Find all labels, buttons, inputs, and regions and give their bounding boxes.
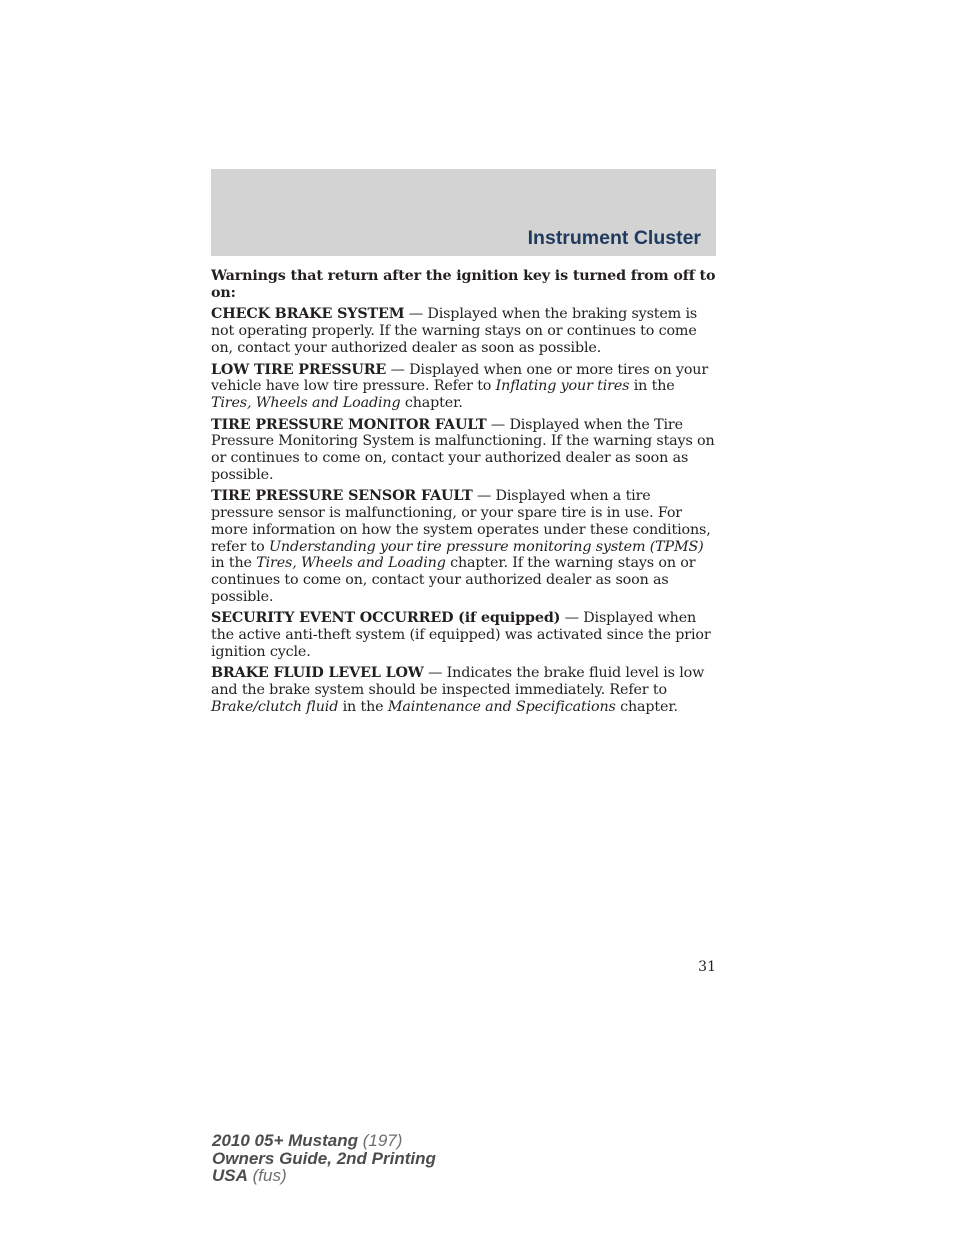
entry-text: chapter.: [400, 394, 463, 411]
cross-reference: Inflating your tires: [495, 378, 630, 395]
cross-reference: Understanding your tire pressure monitoring system (TPMS): [268, 538, 704, 555]
entry-text: — Displayed when the Tire Pressure Monitoring System is malfunctioning. If the warning stays on or continues to come on, contact your authorized dealer as soon as possible.: [211, 416, 715, 483]
entry-term: TIRE PRESSURE SENSOR FAULT: [211, 488, 473, 505]
entry-text: — Displayed when the active anti-theft system (if equipped) was activated since the prior ignition cycle.: [211, 610, 711, 660]
intro-heading: Warnings that return after the ignition key is turned from off to on:: [211, 268, 716, 301]
entry-text: chapter. If the warning stays on or continues to come on, contact your authorized dealer as soon as possible.: [211, 555, 696, 605]
footer-model: 2010 05+ Mustang: [212, 1131, 358, 1150]
entry-brake-fluid-level-low: [211, 665, 716, 715]
entry-term: TIRE PRESSURE MONITOR FAULT: [211, 416, 487, 433]
entry-text: chapter.: [615, 698, 678, 715]
entry-tire-pressure-monitor-fault: [211, 417, 716, 484]
footer-edition: Owners Guide, 2nd Printing: [212, 1148, 436, 1168]
section-title: Instrument Cluster: [527, 227, 701, 249]
entry-text: — Indicates the brake fluid level is low and the brake system should be inspected immediately. Refer to: [211, 665, 705, 699]
cross-reference: Brake/clutch fluid: [211, 698, 339, 715]
footer-line-edition: [212, 1150, 436, 1168]
entry-check-brake-system: [211, 306, 716, 356]
entry-low-tire-pressure: [211, 362, 716, 412]
footer-market: USA: [212, 1166, 248, 1185]
page-body: [211, 268, 716, 721]
footer-model-code: (197): [358, 1131, 403, 1150]
entry-text: in the: [629, 378, 675, 395]
page-number: 31: [698, 959, 716, 975]
entry-text: — Displayed when a tire pressure sensor is malfunctioning, or your spare tire is in use. For more information on how the system operates under these conditions, refer to: [211, 488, 711, 555]
entry-term: BRAKE FLUID LEVEL LOW: [211, 665, 424, 682]
footer-line-market: [212, 1167, 436, 1185]
chapter-reference: Maintenance and Specifications: [387, 698, 616, 715]
section-header-band: [211, 169, 716, 256]
entry-text: in the: [338, 698, 388, 715]
chapter-reference: Tires, Wheels and Loading: [256, 555, 446, 572]
entry-text: — Displayed when one or more tires on your vehicle have low tire pressure. Refer to: [211, 361, 709, 395]
entry-security-event-occurred: [211, 610, 716, 660]
document-footer: [212, 1132, 436, 1185]
entry-tire-pressure-sensor-fault: [211, 488, 716, 605]
entry-term: CHECK BRAKE SYSTEM: [211, 306, 405, 323]
footer-line-model: [212, 1132, 436, 1150]
entry-term: LOW TIRE PRESSURE: [211, 361, 387, 378]
entry-term: SECURITY EVENT OCCURRED (if equipped): [211, 610, 561, 627]
chapter-reference: Tires, Wheels and Loading: [211, 394, 401, 411]
entry-text: in the: [211, 555, 257, 572]
footer-market-code: (fus): [247, 1166, 287, 1185]
entry-text: — Displayed when the braking system is not operating properly. If the warning stays on or continues to come on, contact your authorized dealer as soon as possible.: [211, 306, 698, 356]
